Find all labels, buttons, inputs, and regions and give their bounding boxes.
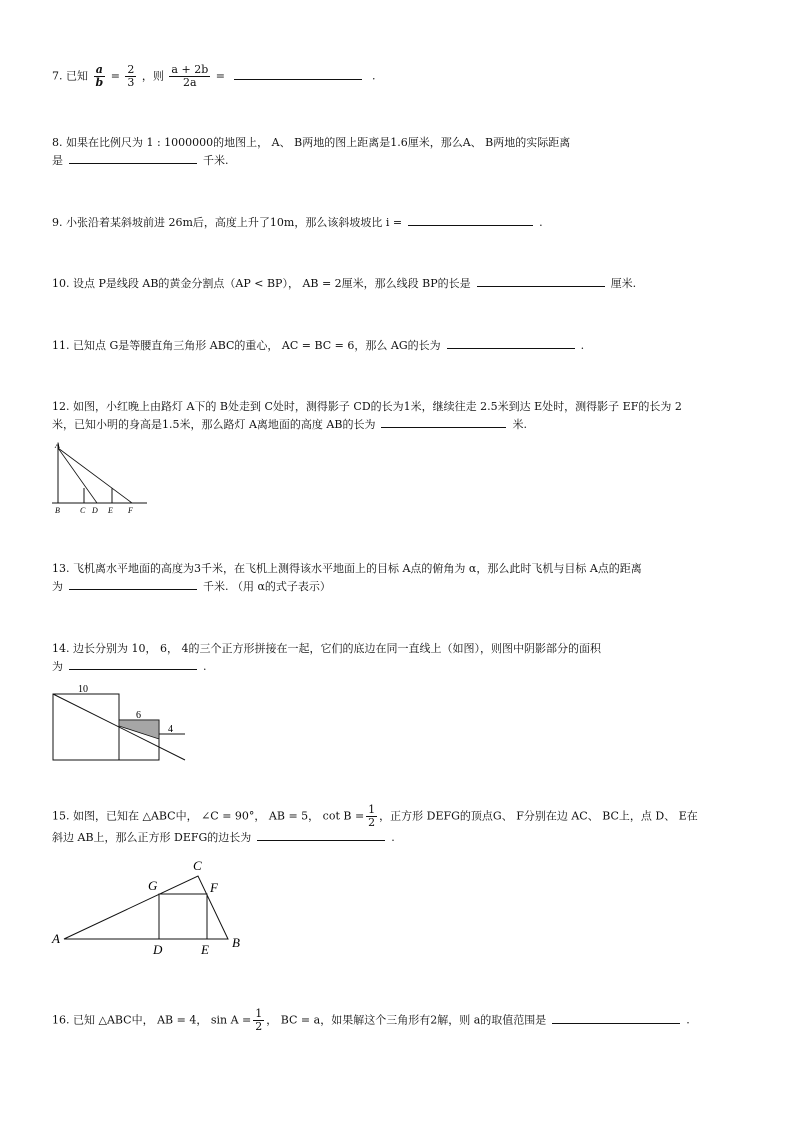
question-14: 14. 边长分别为 10， 6， 4的三个正方形拼接在一起，它们的底边在同一直线上（如图），则图中阴影部分的面积 为 .	[52, 642, 601, 673]
label-F: F	[128, 506, 133, 515]
question-15: 15. 如图，已知在 △ABC中， ∠C = 90°， AB = 5， cot B = $\frac{1}{2}$ ，正方形 DEFG的顶点G、 F分别在边 AC、 BC上，点 D、 E在 斜边 AB上，那么正方形 DEFG的边长为 .	[52, 803, 698, 844]
answer-blank-16[interactable]	[552, 1013, 680, 1024]
question-7: 7. 已知 $\frac{a}{b}$ = $\frac{2}{3}$ ，则 $\frac{a + 2b}{2a}$ = .	[52, 63, 376, 89]
answer-blank-11[interactable]	[447, 338, 575, 349]
label-A: A	[55, 441, 60, 450]
label-D: D	[153, 942, 163, 957]
label-E: E	[201, 942, 209, 957]
label-4: 4	[168, 724, 173, 735]
question-10: 10. 设点 P是线段 AB的黄金分割点（AP < BP）， AB = 2厘米，那么线段 BP的长是 厘米.	[52, 277, 637, 290]
fraction-1-over-2: $\frac{1}{2}$	[368, 803, 376, 829]
label-F: F	[210, 880, 218, 895]
q7-number: 7.	[52, 69, 63, 83]
label-A: A	[52, 931, 60, 946]
answer-blank-8[interactable]	[69, 153, 197, 164]
label-D: D	[92, 506, 98, 515]
label-B: B	[232, 935, 240, 950]
answer-blank-9[interactable]	[408, 215, 533, 226]
answer-blank-12[interactable]	[381, 417, 506, 428]
question-13: 13. 飞机离水平地面的高度为3千米，在飞机上测得该水平地面上的目标 A点的俯角为 α，那么此时飞机与目标 A点的距离 为 千米. （用 α的式子表示）	[52, 562, 642, 593]
question-8: 8. 如果在比例尺为 1 : 1000000的地图上， A、 B两地的图上距离是1.6厘米，那么A、 B两地的实际距离 是 千米.	[52, 136, 571, 167]
question-12: 12. 如图，小红晚上由路灯 A下的 B处走到 C处时，测得影子 CD的长为1米，继续往走 2.5米到达 E处时，测得影子 EF的长为 2 米，已知小明的身高是1.5米，那么路灯 A离地面的高度 AB的长为 米.	[52, 400, 682, 431]
label-10: 10	[78, 684, 88, 695]
question-16: 16. 已知 △ABC中， AB = 4， sin A = $\frac{1}{2}$ ， BC = a，如果解这个三角形有2解，则 a的取值范围是 .	[52, 1007, 690, 1033]
question-9: 9. 小张沿着某斜坡前进 26m后，高度上升了10m，那么该斜坡坡比 i = .	[52, 216, 543, 229]
label-C: C	[193, 858, 202, 873]
label-C: C	[80, 506, 86, 515]
answer-blank-14[interactable]	[69, 659, 197, 670]
figure-streetlamp	[52, 440, 152, 516]
answer-blank-7[interactable]	[234, 69, 362, 80]
fraction-a-over-b: $\frac{a}{b}$	[95, 63, 104, 89]
answer-blank-15[interactable]	[257, 830, 385, 841]
label-6: 6	[136, 710, 141, 721]
figure-triangle-square	[52, 856, 252, 958]
label-E: E	[108, 506, 113, 515]
question-11: 11. 已知点 G是等腰直角三角形 ABC的重心， AC = BC = 6，那么 AG的长为 .	[52, 339, 585, 352]
fraction-expression: $\frac{a + 2b}{2a}$	[171, 63, 209, 89]
label-G: G	[148, 878, 158, 893]
answer-blank-13[interactable]	[69, 579, 197, 590]
fraction-2-over-3: $\frac{2}{3}$	[127, 63, 135, 89]
answer-blank-10[interactable]	[477, 276, 605, 287]
label-B: B	[55, 506, 60, 515]
fraction-1-over-2: $\frac{1}{2}$	[255, 1007, 263, 1033]
figure-three-squares	[52, 682, 192, 764]
